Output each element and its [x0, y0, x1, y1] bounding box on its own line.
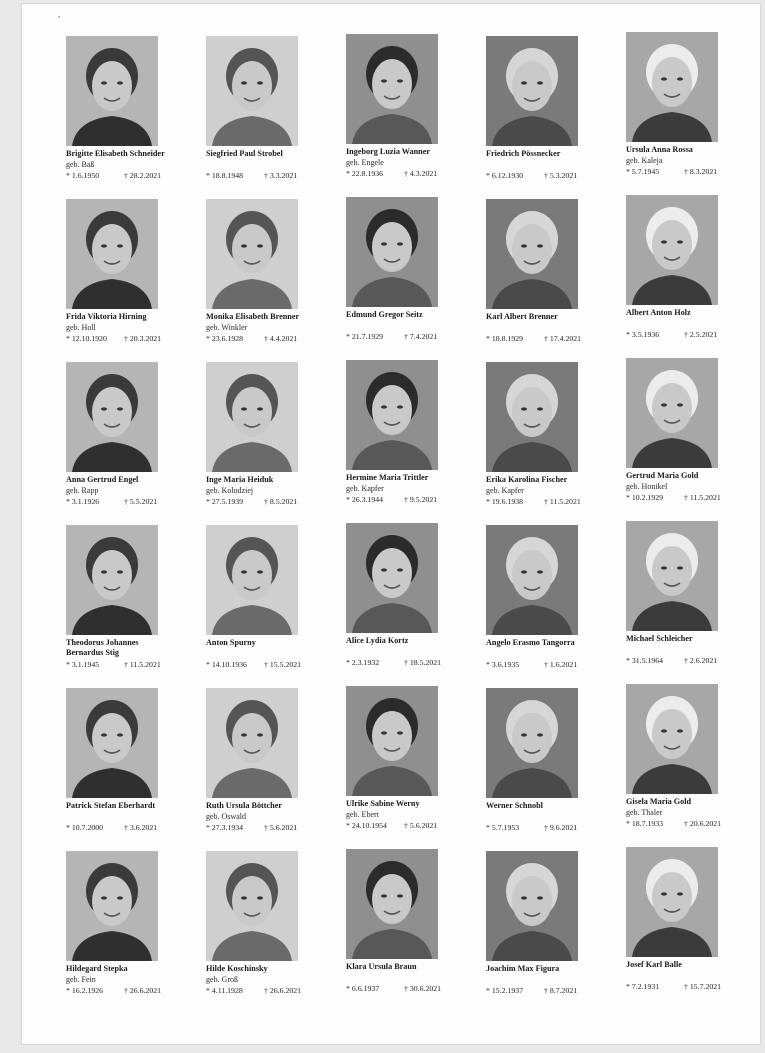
life-dates [206, 171, 310, 181]
death-date: † 2.5.2021 [684, 330, 718, 339]
portrait-photo [66, 525, 158, 635]
birth-date: * 3.1.1945 [66, 660, 100, 669]
portrait-photo [486, 851, 578, 961]
portrait-photo [66, 199, 158, 309]
obituary-entry [22, 851, 172, 1011]
obituary-page [22, 4, 760, 1044]
maiden-name: geb. Oswald [206, 812, 246, 821]
obituary-entry [162, 36, 312, 196]
portrait-photo [66, 362, 158, 472]
death-date: † 28.2.2021 [124, 171, 162, 180]
birth-date: * 19.6.1938 [486, 497, 524, 506]
life-dates [486, 660, 590, 670]
portrait-photo [626, 521, 718, 631]
birth-date: * 22.8.1936 [346, 169, 384, 178]
deceased-name: Inge Maria Heiduk [206, 475, 274, 484]
obituary-entry [22, 688, 172, 848]
portrait-photo [206, 525, 298, 635]
deceased-name: Karl Albert Brenner [486, 312, 558, 321]
birth-date: * 7.2.1931 [626, 982, 660, 991]
birth-date: * 15.2.1937 [486, 986, 524, 995]
life-dates [626, 330, 730, 340]
portrait-photo [206, 851, 298, 961]
birth-date: * 24.10.1954 [346, 821, 387, 830]
obituary-entry [22, 525, 172, 685]
life-dates [626, 819, 730, 829]
life-dates [66, 334, 170, 344]
birth-date: * 1.6.1950 [66, 171, 100, 180]
portrait-photo [626, 684, 718, 794]
maiden-name: geb. Holl [66, 323, 96, 332]
birth-date: * 5.7.1945 [626, 167, 660, 176]
deceased-name: Ursula Anna Rossa [626, 145, 693, 154]
life-dates [206, 986, 310, 996]
obituary-entry [162, 199, 312, 359]
deceased-name: Werner Schnobl [486, 801, 543, 810]
deceased-name: Josef Karl Balle [626, 960, 682, 969]
maiden-name: geb. Kapfer [346, 484, 384, 493]
deceased-name: Ulrike Sabine Werny [346, 799, 420, 808]
deceased-name: Anton Spurny [206, 638, 256, 647]
life-dates [206, 334, 310, 344]
portrait-photo [626, 32, 718, 142]
obituary-entry [442, 199, 592, 359]
life-dates [346, 332, 450, 342]
death-date: † 20.6.2021 [684, 819, 722, 828]
birth-date: * 5.7.1953 [486, 823, 520, 832]
death-date: † 20.3.2021 [124, 334, 162, 343]
death-date: † 11.5.2021 [684, 493, 721, 502]
life-dates [346, 169, 450, 179]
portrait-photo [66, 688, 158, 798]
portrait-photo [206, 199, 298, 309]
obituary-entry [162, 525, 312, 685]
portrait-photo [486, 362, 578, 472]
deceased-name: Theodorus Johannes Bernardus Stig [66, 638, 139, 657]
birth-date: * 27.3.1934 [206, 823, 244, 832]
life-dates [486, 334, 590, 344]
life-dates [66, 986, 170, 996]
birth-date: * 18.8.1948 [206, 171, 244, 180]
life-dates [206, 497, 310, 507]
birth-date: * 10.7.2000 [66, 823, 104, 832]
deceased-name: Monika Elisabeth Brenner [206, 312, 300, 321]
portrait-photo [206, 362, 298, 472]
portrait-photo [66, 36, 158, 146]
death-date: † 5.5.2021 [124, 497, 158, 506]
life-dates [346, 984, 450, 994]
portrait-photo [486, 688, 578, 798]
life-dates [486, 823, 590, 833]
birth-date: * 2.3.1932 [346, 658, 380, 667]
death-date: † 18.5.2021 [404, 658, 442, 667]
birth-date: * 31.5.1964 [626, 656, 664, 665]
portrait-photo [346, 686, 438, 796]
deceased-name: Hilde Koschinsky [206, 964, 268, 973]
death-date: † 15.5.2021 [264, 660, 302, 669]
deceased-name: Joachim Max Figura [486, 964, 560, 973]
life-dates [626, 656, 730, 666]
maiden-name: geb. Kolodziej [206, 486, 254, 495]
death-date: † 30.6.2021 [404, 984, 442, 993]
death-date: † 5.3.2021 [544, 171, 578, 180]
deceased-name: Hildegard Stepka [66, 964, 128, 973]
death-date: † 26.6.2021 [264, 986, 302, 995]
death-date: † 15.7.2021 [684, 982, 722, 991]
deceased-name: Anna Gertrud Engel [66, 475, 139, 484]
death-date: † 9.5.2021 [404, 495, 438, 504]
death-date: † 3.3.2021 [264, 171, 298, 180]
life-dates [206, 823, 310, 833]
life-dates [626, 493, 730, 503]
portrait-photo [486, 36, 578, 146]
deceased-name: Friedrich Pössnecker [486, 149, 561, 158]
obituary-entry [442, 36, 592, 196]
portrait-photo [206, 36, 298, 146]
birth-date: * 16.2.1926 [66, 986, 104, 995]
obituary-entry [442, 525, 592, 685]
death-date: † 11.5.2021 [544, 497, 581, 506]
death-date: † 3.6.2021 [124, 823, 158, 832]
birth-date: * 18.8.1929 [486, 334, 524, 343]
obituary-entry [302, 34, 452, 194]
birth-date: * 26.3.1944 [346, 495, 384, 504]
obituary-entry [302, 197, 452, 357]
life-dates [66, 171, 170, 181]
birth-date: * 3.6.1935 [486, 660, 520, 669]
portrait-photo [346, 197, 438, 307]
maiden-name: geb. Winkler [206, 323, 248, 332]
birth-date: * 6.12.1930 [486, 171, 524, 180]
deceased-name: Edmund Gregor Seitz [346, 310, 423, 319]
death-date: † 4.3.2021 [404, 169, 438, 178]
life-dates [346, 495, 450, 505]
maiden-name: geb. Thaler [626, 808, 663, 817]
portrait-photo [486, 525, 578, 635]
obituary-entry [22, 199, 172, 359]
death-date: † 8.5.2021 [264, 497, 298, 506]
obituary-entry [22, 362, 172, 522]
portrait-photo [626, 195, 718, 305]
obituary-entry [22, 36, 172, 196]
obituary-entry [162, 362, 312, 522]
deceased-name: Siegfried Paul Strobel [206, 149, 283, 158]
life-dates [66, 497, 170, 507]
obituary-entry [582, 521, 732, 681]
deceased-name: Hermine Maria Trittler [346, 473, 429, 482]
deceased-name: Frida Viktoria Hirning [66, 312, 147, 321]
deceased-name: Gertrud Maria Gold [626, 471, 699, 480]
life-dates [66, 660, 170, 670]
maiden-name: geb. Baß [66, 160, 95, 169]
birth-date: * 27.5.1939 [206, 497, 244, 506]
obituary-entry [582, 32, 732, 192]
maiden-name: geb. Groß [206, 975, 238, 984]
deceased-name: Angelo Erasmo Tangorra [486, 638, 575, 647]
birth-date: * 3.1.1926 [66, 497, 100, 506]
birth-date: * 18.7.1933 [626, 819, 664, 828]
life-dates [626, 167, 730, 177]
obituary-grid [22, 4, 760, 1044]
death-date: † 5.6.2021 [404, 821, 438, 830]
obituary-entry [162, 851, 312, 1011]
death-date: † 2.6.2021 [684, 656, 718, 665]
death-date: † 17.4.2021 [544, 334, 582, 343]
life-dates [486, 497, 590, 507]
maiden-name: geb. Rapp [66, 486, 99, 495]
life-dates [66, 823, 170, 833]
obituary-entry [442, 362, 592, 522]
portrait-photo [206, 688, 298, 798]
birth-date: * 21.7.1929 [346, 332, 384, 341]
birth-date: * 23.6.1928 [206, 334, 244, 343]
death-date: † 9.6.2021 [544, 823, 578, 832]
birth-date: * 4.11.1928 [206, 986, 243, 995]
maiden-name: geb. Kapfer [486, 486, 524, 495]
deceased-name: Ruth Ursula Böttcher [206, 801, 282, 810]
deceased-name: Klara Ursula Braun [346, 962, 417, 971]
life-dates [486, 986, 590, 996]
obituary-entry [302, 360, 452, 520]
death-date: † 8.3.2021 [684, 167, 718, 176]
birth-date: * 10.2.1929 [626, 493, 664, 502]
maiden-name: geb. Kaleja [626, 156, 663, 165]
life-dates [346, 658, 450, 668]
birth-date: * 14.10.1936 [206, 660, 247, 669]
portrait-photo [346, 360, 438, 470]
death-date: † 4.4.2021 [264, 334, 298, 343]
maiden-name: geb. Fein [66, 975, 96, 984]
deceased-name: Erika Karolina Fischer [486, 475, 568, 484]
death-date: † 5.6.2021 [264, 823, 298, 832]
death-date: † 26.6.2021 [124, 986, 162, 995]
birth-date: * 3.5.1936 [626, 330, 660, 339]
deceased-name: Michael Schleicher [626, 634, 693, 643]
obituary-entry [582, 195, 732, 355]
birth-date: * 12.10.1920 [66, 334, 107, 343]
portrait-photo [346, 34, 438, 144]
deceased-name: Patrick Stefan Eberhardt [66, 801, 156, 810]
maiden-name: geb. Engele [346, 158, 384, 167]
death-date: † 8.7.2021 [544, 986, 578, 995]
deceased-name: Gisela Maria Gold [626, 797, 692, 806]
life-dates [626, 982, 730, 992]
portrait-photo [346, 849, 438, 959]
deceased-name: Brigitte Elisabeth Schneider [66, 149, 165, 158]
obituary-entry [582, 358, 732, 518]
life-dates [346, 821, 450, 831]
portrait-photo [626, 358, 718, 468]
portrait-photo [486, 199, 578, 309]
obituary-entry [442, 851, 592, 1011]
death-date: † 1.6.2021 [544, 660, 578, 669]
portrait-photo [346, 523, 438, 633]
obituary-entry [302, 686, 452, 846]
maiden-name: geb. Honikel [626, 482, 668, 491]
portrait-photo [66, 851, 158, 961]
deceased-name: Albert Anton Holz [626, 308, 691, 317]
obituary-entry [582, 847, 732, 1007]
obituary-entry [302, 523, 452, 683]
obituary-entry [442, 688, 592, 848]
obituary-entry [582, 684, 732, 844]
deceased-name: Ingeborg Luzia Wanner [346, 147, 431, 156]
maiden-name: geb. Ebert [346, 810, 379, 819]
life-dates [206, 660, 310, 670]
death-date: † 7.4.2021 [404, 332, 438, 341]
deceased-name: Alice Lydia Kortz [346, 636, 409, 645]
obituary-entry [302, 849, 452, 1009]
life-dates [486, 171, 590, 181]
portrait-photo [626, 847, 718, 957]
birth-date: * 6.6.1937 [346, 984, 380, 993]
death-date: † 11.5.2021 [124, 660, 161, 669]
obituary-entry [162, 688, 312, 848]
